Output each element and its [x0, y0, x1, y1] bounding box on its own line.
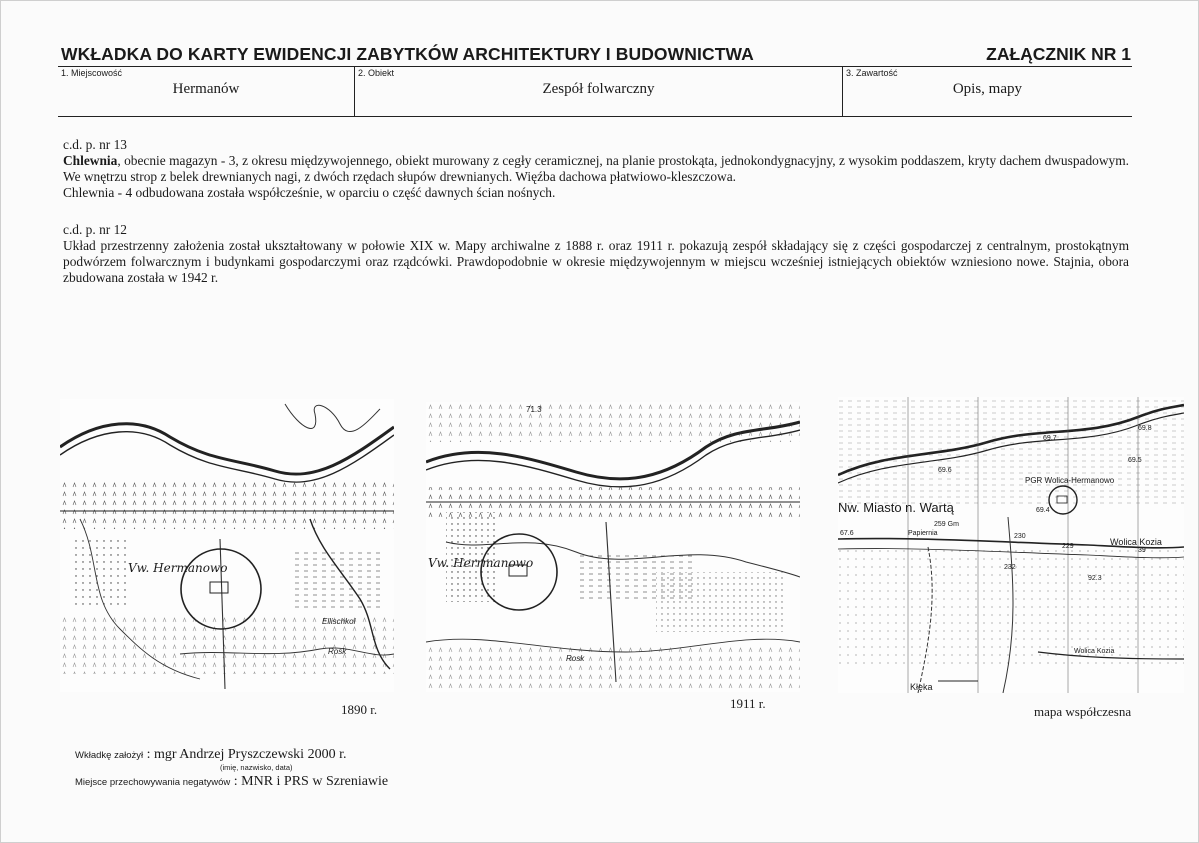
map-label: 259 Gm — [934, 521, 959, 528]
section-layout — [63, 222, 1129, 286]
map-1890-place: Vw. Hermanowo — [128, 561, 228, 575]
field-content-label: 3. Zawartość — [846, 68, 898, 78]
footer-author — [75, 745, 346, 763]
footer-storage-separator: : — [230, 774, 242, 789]
document-title: WKŁADKA DO KARTY EWIDENCJI ZABYTKÓW ARCHITEKTURY I BUDOWNICTWA — [61, 44, 754, 64]
section-bold-lead: Chlewnia — [63, 153, 118, 168]
section-paragraph — [63, 153, 1129, 185]
footer-storage-label: Miejsce przechowywania negatywów — [75, 777, 231, 788]
field-locality — [58, 67, 354, 116]
map-label: 69.5 — [1128, 457, 1142, 464]
map-contemporary — [838, 397, 1184, 693]
section-text: , obecnie magazyn - 3, z okresu międzywojennego, obiekt murowany z cegły ceramicznej, na planie prostokąta, jednokondygnacyjny, z wysokim poddaszem, kryty dachem dwuspadowym. We wnętrzu strop z belek drewnianych nagi, z dwóch rzędach słupów drewnianych. Więźba dachowa płatwiowo-kleszczowa. — [63, 153, 1129, 184]
footer-author-label: Wkładkę założył — [75, 750, 144, 761]
map-label: 69.7 — [1043, 435, 1057, 442]
section-extra: Chlewnia - 4 odbudowana została współcześnie, w oparciu o część dawnych ścian nośnych. — [63, 185, 556, 200]
map-1890-label: Rosk — [328, 647, 347, 656]
field-locality-value: Hermanów — [172, 81, 240, 97]
map-village-label: Kłęka — [910, 682, 933, 692]
footer-storage-value: MNR i PRS w Szreniawie — [241, 774, 389, 789]
annex-number: ZAŁĄCZNIK NR 1 — [986, 44, 1131, 64]
map-label: 67.6 — [840, 530, 854, 537]
footer-author-hint: (imię, nazwisko, data) — [220, 763, 293, 772]
map-1911-drawing — [426, 402, 800, 692]
map-village-label: Wolica Kozia — [1110, 537, 1162, 547]
map-label: 69.4 — [1036, 507, 1050, 514]
map-label: 69.6 — [938, 467, 952, 474]
map-1911-label: Rosk — [566, 654, 585, 663]
section-piggery — [63, 137, 1129, 201]
map-label: Papiernia — [908, 530, 938, 537]
footer-storage — [75, 772, 388, 790]
footer-author-value: mgr Andrzej Pryszczewski 2000 r. — [154, 747, 347, 762]
section-text: Układ przestrzenny założenia został ukształtowany w połowie XIX w. Mapy archiwalne z 1888 r. oraz 1911 r. pokazują zespół składający się z części gospodarczej z centralnym, prostokątnym podwórzem folwarcznym i budynkami gospodarczymi oraz rządcówki. Prawdopodobnie w okresie międzywojennym w miejscu wcześniej istniejących obiektów wzniesiono nowe. Stajnia, obora zbudowana została w 1942 r. — [63, 238, 1129, 285]
section-ref: c.d. p. nr 13 — [63, 137, 127, 152]
map-label: 232 — [1004, 564, 1016, 571]
header-fields — [58, 67, 1132, 117]
map-1911-place: Vw. Herrmanowo — [428, 556, 534, 570]
field-object-label: 2. Obiekt — [358, 68, 395, 78]
field-content-value: Opis, mapy — [952, 81, 1022, 97]
section-ref: c.d. p. nr 12 — [63, 222, 127, 237]
map-farm-label: PGR Wolica-Hermanowo — [1025, 476, 1115, 485]
field-object — [354, 67, 842, 116]
map-label: 92.3 — [1088, 575, 1102, 582]
field-content — [842, 67, 1132, 116]
map-label: 39 — [1138, 547, 1146, 554]
map-1890 — [60, 399, 394, 692]
map-label: 69.8 — [1138, 425, 1152, 432]
map-1911-caption: 1911 r. — [730, 696, 766, 711]
map-contemporary-caption: mapa współczesna — [1034, 704, 1132, 719]
map-1911-label: 71.3 — [526, 405, 542, 414]
map-1911 — [426, 402, 800, 692]
field-object-value: Zespół folwarczny — [542, 81, 655, 97]
map-1890-caption: 1890 r. — [341, 702, 378, 717]
map-label: Wolica Kozia — [1074, 648, 1115, 655]
field-locality-label: 1. Miejscowość — [61, 68, 123, 78]
map-label: 230 — [1014, 533, 1026, 540]
map-town-label: Nw. Miasto n. Wartą — [838, 500, 954, 515]
map-label: 229 — [1062, 543, 1074, 550]
footer-author-separator: : — [143, 747, 154, 762]
map-1890-label: Ellischkol — [322, 617, 356, 626]
